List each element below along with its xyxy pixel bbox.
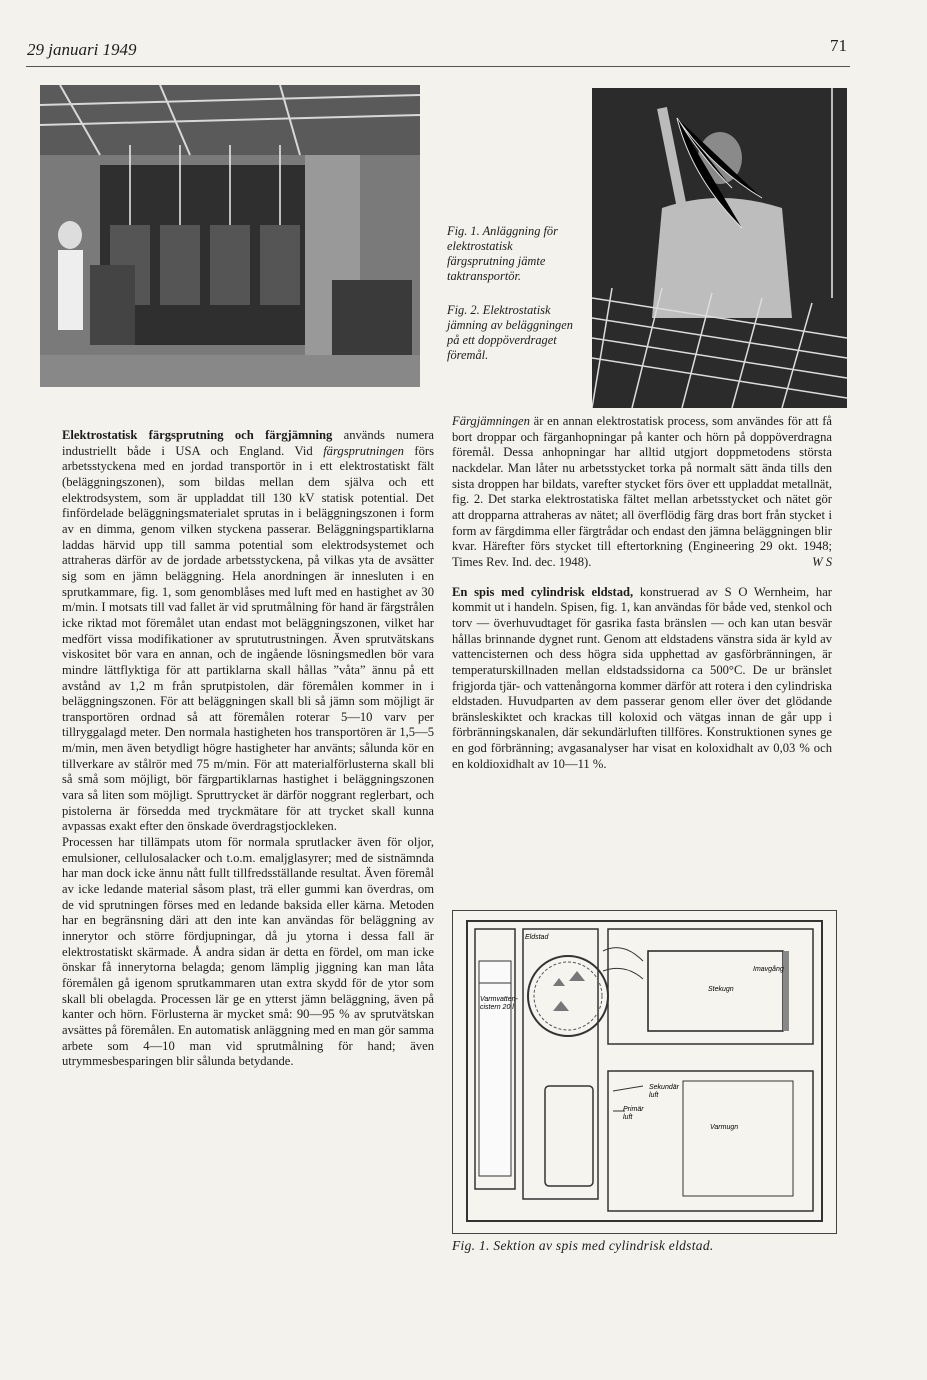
- italic-term: färgsprutningen: [323, 443, 404, 458]
- photo-spray-booth: [40, 85, 420, 387]
- label-primar: Primär: [623, 1106, 644, 1113]
- right-column: [452, 414, 832, 772]
- label-sekundar: Sekundär: [649, 1084, 679, 1091]
- label-eldstad: Eldstad: [525, 934, 549, 941]
- label-cistern-size: cistern 20 l: [480, 1004, 514, 1011]
- header-rule: [26, 66, 850, 67]
- text-span: används numera industriellt både i USA och England. Vid: [62, 428, 434, 458]
- text-span: är en annan elektrostatisk process, som användes för att få bort droppar och färganhopningar på kanter och hörn på doppöverdragna föremål. Dessa anhopningar har alltid utgjort doppmetodens största nackdelar. Man låter nu arbetsstycket torka på normalt sätt ända tills den sista droppen har bildats, varefter stycket förs över ett uppladdat metallnät, fig. 2. Det starka elektrostatiska fältet mellan arbetsstycket och nätet gör att dropparna attraheras av nätet; all överflödig färg dras bort från stycket i form av färgdimma eller färgtrådar och endast den jämna beläggningen blir kvar. Härefter förs stycket till eftertorkning (Engineering 29 okt. 1948; Times Rev. Ind. dec. 1948).: [452, 414, 832, 569]
- right-paragraph-1: [452, 414, 832, 571]
- left-paragraph-2: Processen har tillämpats utom för normala sprutlacker även för oljor, emulsioner, cellulosalacker och t.o.m. emaljglasyrer; med de sistnämnda har man dock icke ännu nått fullt tillfredsställande resultat. Även föremål av icke ledande material såsom plast, trä eller gummi kan överdras, om de vid sprutningen förses med en ledande baksida eller kärna. Metoden har en begränsning däri att den inte kan användas för beläggning av innerytor och större fördjupningar, då ju ytorna i dessa fall är elektrostatiskt skärmade. Å andra sidan är detta en fördel, om man icke önskar få innerytorna belagda; genom lämplig jiggning kan man låta föremålen gå igenom sprutkammaren utan extra skydd för de ytor som skall bli obelagda. Processen lär ge en ytterst jämn beläggning, även på kanter och hörn. Förlusterna är mycket små: 90—95 % av sprutvätskan avsättes på föremålen. En automatisk anläggning med en man gör samma arbete som 4—10 man vid sprutmålning för hand; även utrymmesbesparingen blir sålunda betydande.: [62, 835, 434, 1069]
- italic-term: Färgjämningen: [452, 414, 530, 428]
- label-stekugn: Stekugn: [708, 986, 734, 993]
- photo-electrostatic-net: [592, 88, 847, 408]
- lead-title-electrostatic: Elektrostatisk färgsprutning och färgjämning: [62, 428, 333, 442]
- left-paragraph-1: [62, 428, 434, 835]
- author-signature: W S: [812, 554, 832, 569]
- right-paragraph-2: [452, 585, 832, 773]
- header-date: 29 januari 1949: [27, 40, 137, 59]
- label-varmugn: Varmugn: [710, 1124, 739, 1131]
- lead-title-stove: En spis med cylindrisk eldstad,: [452, 584, 634, 599]
- left-column: [62, 428, 434, 1070]
- text-span: konstruerad av S O Wernheim, har kommit ut i handeln. Spisen, fig. 1, kan användas för både ved, stenkol och torv — överhuvudtaget för gasrika fasta bränslen — och kan utan besvär hållas brinnande dygnet runt. Genom att eldstadens vänstra sida är kyld av vattencisternen och dess högra sida upphettad av gasförbränningen, är temperaturskillnaden mellan eldstadssidorna ca 500°C. De ur bränslet frigjorda tjär- och vattenångorna kommer därför att rotera i den cylindriska eldstaden. Huvudparten av dem passerar genom eller över det glödande bränsleskiktet och krackas till koloxid och vätgas innan de går upp i förbränningskanalen, där sekundärluften tillföres. Konstruktionen synes ge en god förbränning; avgasanalyser har visat en koloxidhalt av 0,03 % och en koldioxidhalt av 10—11 %.: [452, 584, 832, 771]
- fig2-caption: Fig. 2. Elektrostatisk jämning av beläggningen på ett doppöverdraget föremål.: [447, 303, 573, 362]
- diagram-caption: Fig. 1. Sektion av spis med cylindrisk eldstad.: [452, 1238, 714, 1253]
- label-sekundar-luft: luft: [649, 1092, 659, 1099]
- page-number: 71: [830, 36, 847, 55]
- label-varmvatten: Varmvatten-: [480, 996, 518, 1003]
- label-primar-luft: luft: [623, 1114, 633, 1121]
- stove-section-diagram: [452, 910, 837, 1234]
- label-imavgang: Imavgång: [753, 966, 784, 973]
- fig1-caption: Fig. 1. Anläggning för elektrostatisk färgsprutning jämte taktransportör.: [447, 224, 558, 283]
- text-span: förs arbetsstyckena med en jordad transportör in i ett elektrostatiskt fält (beläggningszonen), som bildas mellan dem själva och ett elektrodsystem, som är uppladdat till 130 kV statisk potential. Det finfördelade beläggningsmaterialet sprutas in i beläggningszonen i form av en dimma, genom vilken styckena passerar. Beläggningspartiklarna laddas härvid upp till samma potential som elektrodsystemet och attraheras därför av de jordade arbetsstyckena, på vilkas yta de avsätter sig som en jämn beläggning. Hela anordningen är innesluten i en sprutkammare, fig. 1, som genomblåses med luft med en hastighet av 30 m/min. I motsats till vad fallet är vid sprutmålning för hand är färgstrålen icke riktad mot föremålet utan endast mot beläggningszonen, vilket har medfört vissa modifikationer av sprututrustningen. Även sprutvätskans viskositet bör vara en annan, och de ingående lösningsmedlen bör vara mindre lättflyktiga för att partiklarna skall hållas ”våta” ännu på ett avstånd av 1,2 m från sprutpistolen, där föremålen kommer in i beläggningszonen. För att beläggningen skall bli så jämn som möjligt är transportören ordnad så att föremålen roterar 5—10 varv per tillryggalagd meter. Den normala hastigheten hos transportören är 1,5—5 m/min, men även betydligt högre hastigheter har använts; sålunda kör en tillverkare av stålrör med 75 m/min. För att materialförlusterna skall bli så små som möjligt, bör färgpartiklarnas hastighet i beläggningszonen vara så liten som möjligt. Spruttrycket är därför noggrant reglerbart, och pistolerna är försedda med tryckmätare för att trycket skall kunna avpassas exakt efter den önskade överdragstjockleken.: [62, 443, 434, 834]
